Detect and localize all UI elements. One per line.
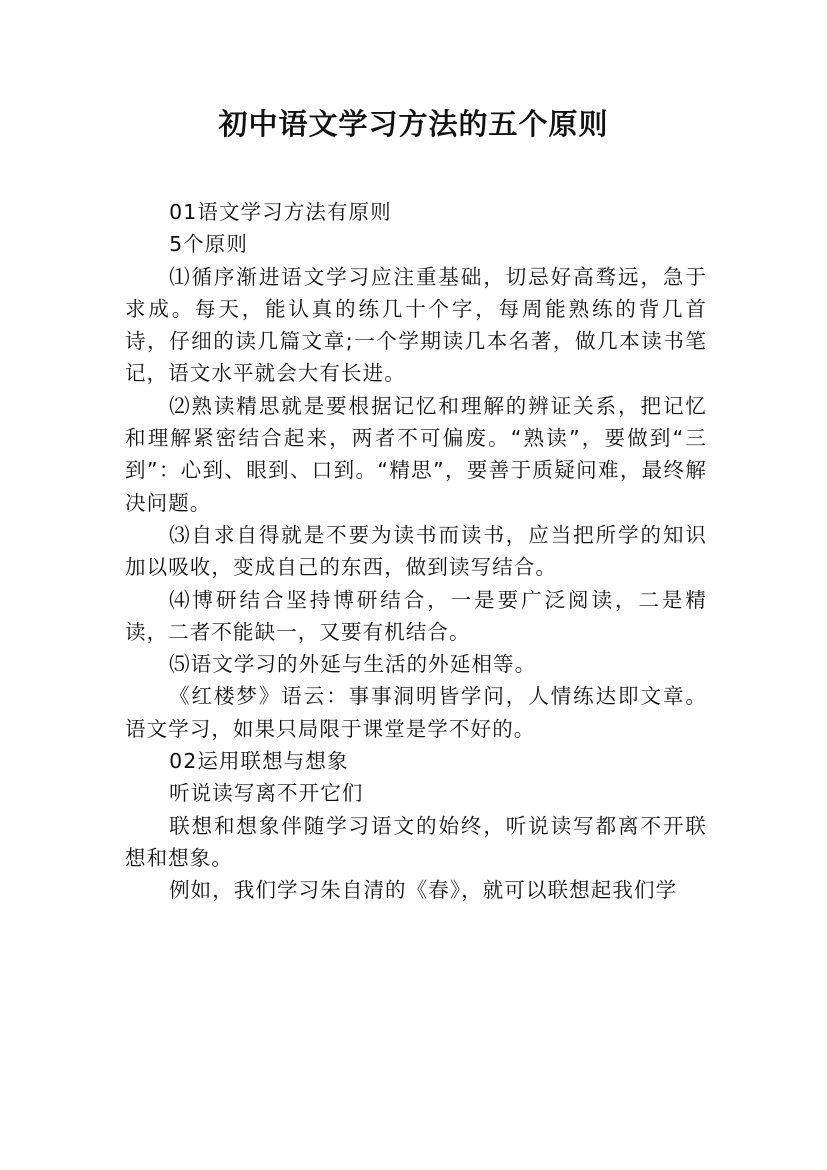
paragraph-section-01-heading: 01语文学习方法有原则 <box>169 200 392 224</box>
document-body <box>125 196 707 907</box>
paragraph-section-02-subheading: 听说读写离不开它们 <box>169 781 364 806</box>
paragraph-association-imagination: 联想和想象伴随学习语文的始终，听说读写都离不开联想和想象。 <box>125 813 707 870</box>
paragraph-principle-3: ⑶自求自得就是不要为读书而读书，应当把所学的知识加以吸收，变成自己的东西，做到读写结合。 <box>125 522 707 580</box>
paragraph-principle-5: ⑸语文学习的外延与生活的外延相等。 <box>169 652 537 677</box>
paragraph-principle-1: ⑴循序渐进语文学习应注重基础，切忌好高骛远，急于求成。每天，能认真的练几十个字，每周能熟练的背几首诗，仔细的读几篇文章;一个学期读几本名著，做几本读书笔记，语文水平就会大有长进。 <box>125 264 707 386</box>
paragraph-principle-2: ⑵熟读精思就是要根据记忆和理解的辨证关系，把记忆和理解紧密结合起来，两者不可偏废。“熟读”，要做到“三到”：心到、眼到、口到。“精思”，要善于质疑问难，最终解决问题。 <box>125 393 707 515</box>
paragraph-five-principles: 5个原则 <box>169 232 249 257</box>
paragraph-principle-4: ⑷博研结合坚持博研结合，一是要广泛阅读，二是精读，二者不能缺一，又要有机结合。 <box>125 587 707 644</box>
paragraph-honglou-quote: 《红楼梦》语云：事事洞明皆学问，人情练达即文章。语文学习，如果只局限于课堂是学不好的。 <box>125 684 707 741</box>
document-title: 初中语文学习方法的五个原则 <box>218 107 609 141</box>
paragraph-example: 例如，我们学习朱自清的《春》，就可以联想起我们学 <box>169 878 678 903</box>
paragraph-section-02-heading: 02运用联想与想象 <box>169 749 349 774</box>
